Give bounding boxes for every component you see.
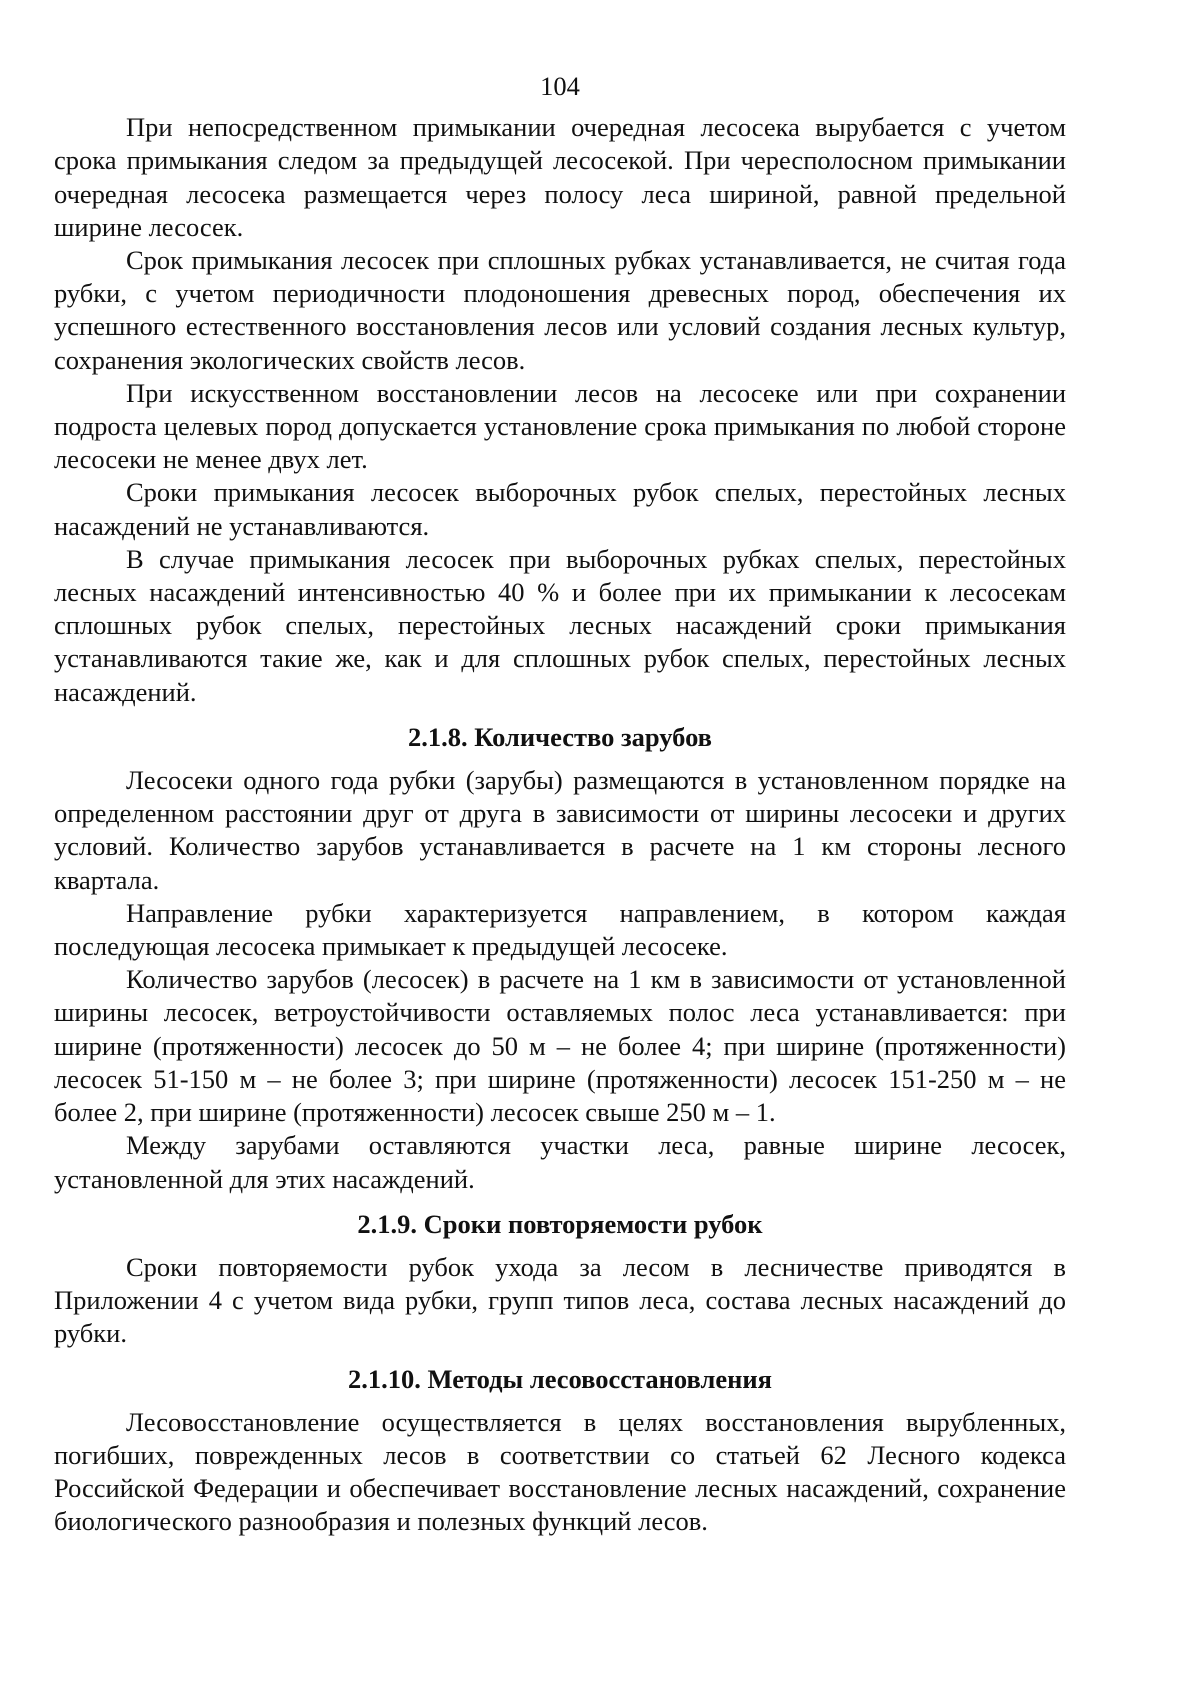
paragraph: Сроки повторяемости рубок ухода за лесом в лесничестве приводятся в Приложении 4 с учетом вида рубки, групп типов леса, состава лесных насаждений до рубки. — [54, 1251, 1066, 1349]
paragraph: При искусственном восстановлении лесов на лесосеке или при сохранении подроста целевых пород допускается установление срока примыкания по любой стороне лесосеки не менее двух лет. — [54, 377, 1066, 475]
section-heading: 2.1.9. Сроки повторяемости рубок — [357, 1208, 763, 1239]
paragraph: В случае примыкания лесосек при выборочных рубках спелых, перестойных лесных насаждений интенсивностью 40 % и более при их примыкании к лесосекам сплошных рубок спелых, перестойных лесных насаждений сроки примыкания устанавливаются такие же, как и для сплошных рубок спелых, перестойных лесных насаждений. — [54, 543, 1066, 707]
paragraph: При непосредственном примыкании очередная лесосека вырубается с учетом срока примыкания следом за предыдущей лесосекой. При чересполосном примыкании очередная лесосека размещается через полосу леса шириной, равной предельной ширине лесосек. — [54, 112, 1066, 242]
paragraph: Между зарубами оставляются участки леса, равные ширине лесосек, установленной для этих насаждений. — [54, 1130, 1066, 1194]
paragraph: Направление рубки характеризуется направлением, в котором каждая последующая лесосека примыкает к предыдущей лесосеке. — [54, 897, 1066, 962]
paragraph: Лесосеки одного года рубки (зарубы) размещаются в установленном порядке на определенном расстоянии друг от друга в зависимости от ширины лесосеки и других условий. Количество зарубов устанавливается в расчете на 1 км стороны лесного квартала. — [54, 765, 1066, 895]
section-heading: 2.1.10. Методы лесовосстановления — [348, 1363, 772, 1394]
section-number-of-cuts — [54, 721, 1066, 1196]
paragraph: Срок примыкания лесосек при сплошных рубках устанавливается, не считая года рубки, с учетом периодичности плодоношения древесных пород, обеспечения их успешного естественного восстановления лесов или условий создания лесных культур, сохранения экологических свойств лесов. — [54, 245, 1066, 375]
paragraph: Сроки примыкания лесосек выборочных рубок спелых, перестойных лесных насаждений не устанавливаются. — [54, 477, 1066, 541]
paragraph: Количество зарубов (лесосек) в расчете на 1 км в зависимости от установленной ширины лесосек, ветроустойчивости оставляемых полос леса устанавливается: при ширине (протяженности) лесосек до 50 м – не более 4; при ширине (протяженности) лесосек 51-150 м – не более 3; при ширине (протяженности) лесосек 151-250 м – не более 2, при ширине (протяженности) лесосек свыше 250 м – 1. — [54, 964, 1066, 1128]
section-reforestation-methods — [54, 1363, 1066, 1539]
section-repeat-periods — [54, 1208, 1066, 1351]
paragraph: Лесовосстановление осуществляется в целях восстановления вырубленных, погибших, поврежденных лесов в соответствии со статьей 62 Лесного кодекса Российской Федерации и обеспечивает восстановление лесных насаждений, сохранение биологического разнообразия и полезных функций лесов. — [54, 1406, 1066, 1537]
section-heading: 2.1.8. Количество зарубов — [408, 721, 712, 752]
page-number: 104 — [540, 71, 580, 101]
document-page — [54, 70, 1066, 1539]
